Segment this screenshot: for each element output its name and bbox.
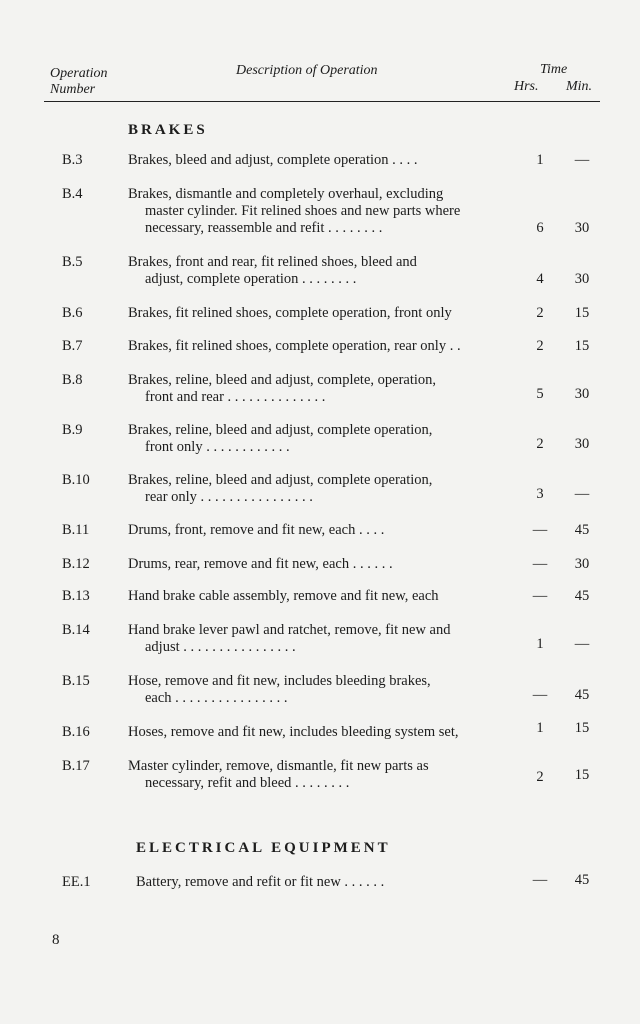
hours-value: 2 (536, 305, 544, 321)
operation-number: B.10 (62, 472, 90, 488)
operation-description (128, 622, 506, 656)
operation-description (128, 556, 506, 573)
description-line: front and rear . . . . . . . . . . . . . . (145, 389, 326, 405)
hours-value: — (532, 687, 548, 703)
operation-description (128, 724, 506, 741)
column-header-operation (50, 66, 108, 98)
description-line: Brakes, dismantle and completely overhaul, excluding (128, 186, 444, 202)
minutes-value: — (574, 152, 590, 168)
operation-description (128, 588, 506, 605)
description-line: necessary, refit and bleed . . . . . . . . (145, 775, 350, 791)
operation-number: EE.1 (62, 874, 91, 890)
operation-description (128, 673, 506, 707)
description-line: rear only . . . . . . . . . . . . . . . . (145, 489, 313, 505)
minutes-value: 45 (574, 872, 590, 888)
operation-description (128, 305, 506, 322)
operation-description (136, 874, 514, 891)
minutes-value: 15 (574, 338, 590, 354)
minutes-value: 15 (574, 767, 590, 783)
hours-value: 1 (536, 152, 544, 168)
minutes-value: 45 (574, 522, 590, 538)
description-line: Drums, front, remove and fit new, each . . . . (128, 522, 385, 538)
minutes-value: — (574, 636, 590, 652)
hours-value: 2 (536, 338, 544, 354)
description-line: adjust . . . . . . . . . . . . . . . . (145, 639, 296, 655)
description-line: master cylinder. Fit relined shoes and new parts where (145, 203, 461, 219)
description-line: Hand brake cable assembly, remove and fit new, each (128, 588, 439, 604)
operation-description (128, 372, 506, 406)
minutes-value: 30 (574, 220, 590, 236)
operation-description (128, 254, 506, 288)
column-header-hrs: Hrs. (514, 79, 539, 94)
description-line: Brakes, fit relined shoes, complete operation, rear only . . (128, 338, 461, 354)
description-line: Drums, rear, remove and fit new, each . . . . . . (128, 556, 393, 572)
hours-value: — (532, 522, 548, 538)
operation-number: B.3 (62, 152, 83, 168)
operation-number: B.6 (62, 305, 83, 321)
description-line: Battery, remove and refit or fit new . . . . . . (136, 874, 385, 890)
operation-description (128, 338, 506, 355)
hours-value: — (532, 872, 548, 888)
hours-value: 3 (536, 486, 544, 502)
operation-description (128, 186, 506, 237)
description-line: Hose, remove and fit new, includes bleeding brakes, (128, 673, 431, 689)
operation-number: B.9 (62, 422, 83, 438)
operation-number: B.8 (62, 372, 83, 388)
minutes-value: 15 (574, 720, 590, 736)
operation-number: B.14 (62, 622, 90, 638)
description-line: necessary, reassemble and refit . . . . . . . . (145, 220, 383, 236)
minutes-value: 45 (574, 588, 590, 604)
operation-number: B.7 (62, 338, 83, 354)
operation-description (128, 152, 506, 169)
column-header-min: Min. (566, 79, 593, 94)
page-number: 8 (52, 932, 60, 948)
hours-value: 1 (536, 636, 544, 652)
description-line: Brakes, reline, bleed and adjust, complete operation, (128, 422, 433, 438)
section-title-brakes: BRAKES (128, 122, 208, 138)
hours-value: 4 (536, 271, 544, 287)
hours-value: 6 (536, 220, 544, 236)
header-rule (44, 101, 600, 102)
minutes-value: 15 (574, 305, 590, 321)
description-line: Brakes, reline, bleed and adjust, complete, operation, (128, 372, 437, 388)
minutes-value: 30 (574, 386, 590, 402)
description-line: Master cylinder, remove, dismantle, fit new parts as (128, 758, 429, 774)
description-line: Hand brake lever pawl and ratchet, remove, fit new and (128, 622, 451, 638)
column-header-description: Description of Operation (236, 63, 378, 78)
description-line: each . . . . . . . . . . . . . . . . (145, 690, 288, 706)
section-title-electrical-equipment: ELECTRICAL EQUIPMENT (136, 840, 391, 856)
minutes-value: 30 (574, 271, 590, 287)
column-header-time: Time (540, 62, 568, 77)
description-line: Brakes, front and rear, fit relined shoes, bleed and (128, 254, 417, 270)
operation-number: B.17 (62, 758, 90, 774)
operation-number: B.11 (62, 522, 90, 538)
description-line: Hoses, remove and fit new, includes bleeding system set, (128, 724, 459, 740)
description-line: front only . . . . . . . . . . . . (145, 439, 290, 455)
minutes-value: 30 (574, 556, 590, 572)
operation-number: B.4 (62, 186, 83, 202)
description-line: adjust, complete operation . . . . . . . . (145, 271, 357, 287)
hours-value: 2 (536, 436, 544, 452)
minutes-value: 30 (574, 436, 590, 452)
description-line: Brakes, fit relined shoes, complete operation, front only (128, 305, 452, 321)
column-header-operation-line2: Number (50, 82, 96, 97)
operation-description (128, 422, 506, 456)
hours-value: 2 (536, 769, 544, 785)
column-header-operation-line1: Operation (50, 66, 108, 81)
minutes-value: 45 (574, 687, 590, 703)
operation-number: B.16 (62, 724, 90, 740)
operation-number: B.15 (62, 673, 90, 689)
operation-number: B.13 (62, 588, 90, 604)
hours-value: 1 (536, 720, 544, 736)
hours-value: — (532, 556, 548, 572)
hours-value: 5 (536, 386, 544, 402)
minutes-value: — (574, 486, 590, 502)
description-line: Brakes, bleed and adjust, complete operation . . . . (128, 152, 418, 168)
operation-number: B.12 (62, 556, 90, 572)
operation-description (128, 758, 506, 792)
operation-description (128, 522, 506, 539)
hours-value: — (532, 588, 548, 604)
operation-description (128, 472, 506, 506)
description-line: Brakes, reline, bleed and adjust, complete operation, (128, 472, 433, 488)
operation-number: B.5 (62, 254, 83, 270)
